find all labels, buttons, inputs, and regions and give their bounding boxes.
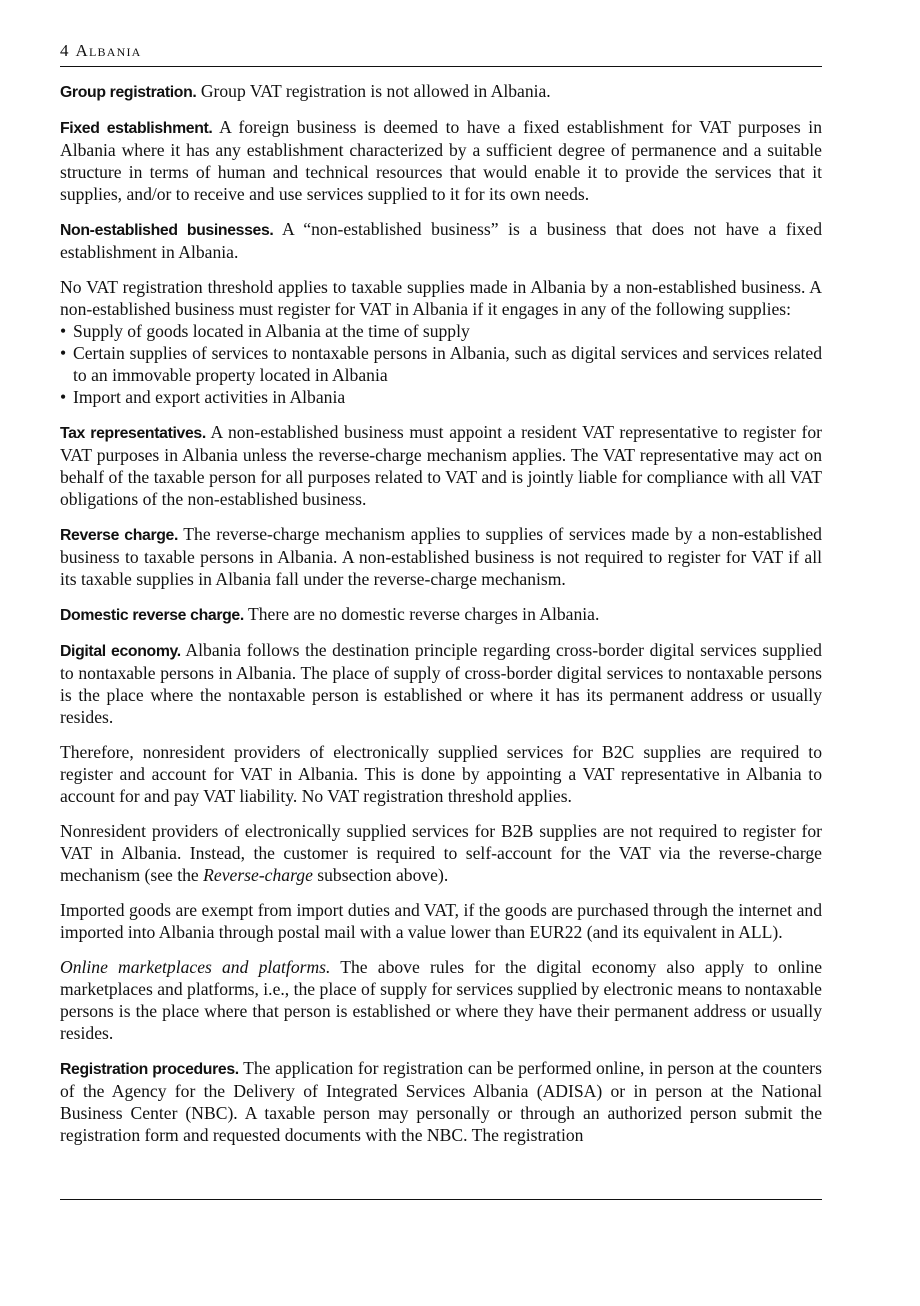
paragraph-italic-lead: Online marketplaces and platforms.: [60, 957, 331, 978]
list-item-text: Import and export activities in Albania: [73, 386, 346, 407]
paragraph-text: The application for registration can be performed online, in person at the counters of the Agency for the Delivery of Integrated Services Albania (ADISA) or in person at the National Business Center (NBC). A taxable person may personally or through an authorized person submit the registration form and requested documents with the NBC. The registration: [60, 1058, 822, 1145]
paragraph-lead: Registration procedures.: [60, 1061, 239, 1079]
paragraph-text: A non-established business must appoint a resident VAT representative to register for VAT purposes in Albania unless the reverse-charge mechanism applies. The VAT representative may act on behalf of the taxable person for all purposes related to VAT and is jointly liable for compliance with all VAT obligations of the non-established business.: [60, 421, 822, 509]
paragraph-text: Imported goods are exempt from import duties and VAT, if the goods are purchased through the internet and imported into Albania through postal mail with a value lower than EUR22 (and its equivalent in ALL).: [60, 900, 822, 942]
paragraph-text-after: subsection above).: [312, 864, 449, 885]
paragraph-lead: Digital economy.: [60, 643, 181, 661]
list-item: [60, 343, 822, 387]
list-item-text: Supply of goods located in Albania at the time of supply: [73, 321, 470, 342]
bullet-icon: •: [60, 386, 67, 407]
paragraph-registration-procedures: [60, 1058, 822, 1147]
paragraph-b2c-providers: [60, 742, 822, 808]
paragraph-fixed-establishment: [60, 117, 822, 206]
bottom-rule: [60, 1199, 822, 1200]
paragraph-text: Therefore, nonresident providers of electronically supplied services for B2C supplies are required to register and account for VAT in Albania. This is done by appointing a VAT representative in Albania to account for and pay VAT liability. No VAT registration threshold applies.: [60, 742, 822, 806]
paragraph-text: A foreign business is deemed to have a fixed establishment for VAT purposes in Albania where it has any establishment characterized by a sufficient degree of permanence and a suitable structure in terms of human and technical resources that would enable it to provide the services that it supplies, and/or to receive and use services supplied to it for its own needs.: [60, 117, 822, 204]
list-item: [60, 321, 822, 343]
paragraph-online-marketplaces: [60, 957, 822, 1045]
paragraph-lead: Non-established businesses.: [60, 222, 274, 240]
page-number: 4: [60, 41, 69, 60]
list-item-text: Certain supplies of services to nontaxable persons in Albania, such as digital services and services related to an immovable property located in Albania: [73, 342, 822, 385]
paragraph-registration-threshold: [60, 277, 822, 321]
running-head: [60, 40, 822, 67]
cross-reference: Reverse-charge: [203, 864, 313, 885]
running-head-country: Albania: [75, 41, 142, 60]
paragraph-text: The above rules for the digital economy also apply to online marketplaces and platforms, i.e., the place of supply for services supplied by electronic means to nontaxable persons is the place where that person is established or where they have their permanent address or usually resides.: [60, 957, 823, 1043]
paragraph-lead: Group registration.: [60, 84, 197, 101]
paragraph-non-established-businesses: [60, 219, 822, 264]
paragraph-group-registration: [60, 81, 822, 104]
paragraph-b2b-providers: [60, 821, 822, 887]
bullet-icon: •: [60, 321, 67, 342]
paragraph-lead: Fixed establishment.: [60, 120, 213, 138]
paragraph-text: There are no domestic reverse charges in Albania.: [243, 603, 600, 624]
paragraph-text: Albania follows the destination principle regarding cross-border digital services supplied to nontaxable persons in Albania. The place of supply of cross-border digital services to nontaxable persons is the place where the nontaxable person is established or where it has its permanent address or usually resides.: [60, 640, 822, 727]
paragraph-domestic-reverse-charge: [60, 604, 822, 627]
paragraph-lead: Domestic reverse charge.: [60, 606, 244, 624]
paragraph-text: Group VAT registration is not allowed in Albania.: [196, 81, 551, 101]
list-item: [60, 387, 822, 409]
document-page: [60, 40, 822, 1160]
bullet-icon: •: [60, 342, 67, 363]
paragraph-text: No VAT registration threshold applies to taxable supplies made in Albania by a non-established business. A non-established business must register for VAT in Albania if it engages in any of the following supplies:: [60, 277, 822, 320]
paragraph-text: A “non-established business” is a business that does not have a fixed establishment in Albania.: [60, 219, 822, 263]
supplies-bullet-list: [60, 321, 822, 409]
paragraph-reverse-charge: [60, 524, 822, 591]
paragraph-lead: Tax representatives.: [60, 424, 206, 442]
paragraph-text: The reverse-charge mechanism applies to supplies of services made by a non-established business to taxable persons in Albania. A non-established business is not required to register for VAT if all its taxable supplies in Albania fall under the reverse-charge mechanism.: [60, 523, 822, 589]
paragraph-lead: Reverse charge.: [60, 526, 179, 544]
paragraph-digital-economy: [60, 640, 822, 729]
paragraph-text: Nonresident providers of electronically supplied services for B2B supplies are not required to register for VAT in Albania. Instead, the customer is required to self-account for the VAT via the reverse-charge mechanism (see the: [60, 821, 822, 885]
paragraph-imported-goods: [60, 900, 822, 944]
paragraph-tax-representatives: [60, 422, 822, 511]
